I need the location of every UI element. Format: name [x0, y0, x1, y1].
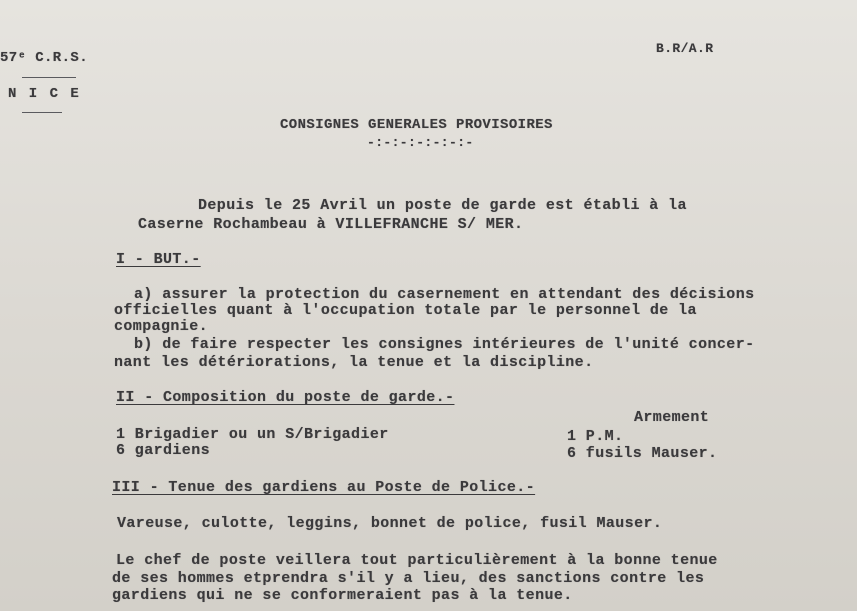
- section-1-b-line-1: b) de faire respecter les consignes intérieures de l'unité concer-: [134, 336, 755, 353]
- reference-label: B.R/A.R: [656, 41, 714, 56]
- section-3-heading: III - Tenue des gardiens au Poste de Police.-: [112, 479, 536, 496]
- composition-row-1-left: 1 Brigadier ou un S/Brigadier: [116, 426, 389, 443]
- title-ornament: -:-:-:-:-:-:-: [367, 135, 474, 150]
- composition-row-2-left: 6 gardiens: [116, 442, 211, 459]
- section-3-paragraph-line-1: Le chef de poste veillera tout particulièrement à la bonne tenue: [116, 552, 718, 569]
- section-1-b-line-2: nant les détériorations, la tenue et la discipline.: [114, 354, 594, 371]
- intro-line-2: Caserne Rochambeau à VILLEFRANCHE S/ MER.: [138, 216, 524, 233]
- unit-divider: [22, 77, 76, 78]
- city-divider: [22, 112, 62, 113]
- intro-line-1: Depuis le 25 Avril un poste de garde est établi à la: [198, 197, 687, 214]
- section-3-paragraph-line-3: gardiens qui ne se conformeraient pas à la tenue.: [112, 587, 573, 604]
- section-1-a-line-3: compagnie.: [114, 318, 209, 335]
- unit-label: 57ᵉ C.R.S.: [0, 50, 89, 66]
- composition-row-2-right: 6 fusils Mauser.: [567, 445, 718, 462]
- document-title: CONSIGNES GENERALES PROVISOIRES: [280, 117, 553, 133]
- dress-line: Vareuse, culotte, leggins, bonnet de police, fusil Mauser.: [117, 515, 663, 532]
- section-1-a-line-1: a) assurer la protection du casernement en attendant des décisions: [134, 286, 755, 303]
- section-1-a-line-2: officielles quant à l'occupation totale par le personnel de la: [114, 302, 697, 319]
- section-1-heading: I - BUT.-: [116, 251, 201, 268]
- composition-row-1-right: 1 P.M.: [567, 428, 624, 445]
- section-3-paragraph-line-2: de ses hommes etprendra s'il y a lieu, des sanctions contre les: [112, 570, 705, 587]
- armament-label: Armement: [634, 409, 710, 426]
- section-2-heading: II - Composition du poste de garde.-: [116, 389, 455, 406]
- city-label: N I C E: [8, 86, 81, 102]
